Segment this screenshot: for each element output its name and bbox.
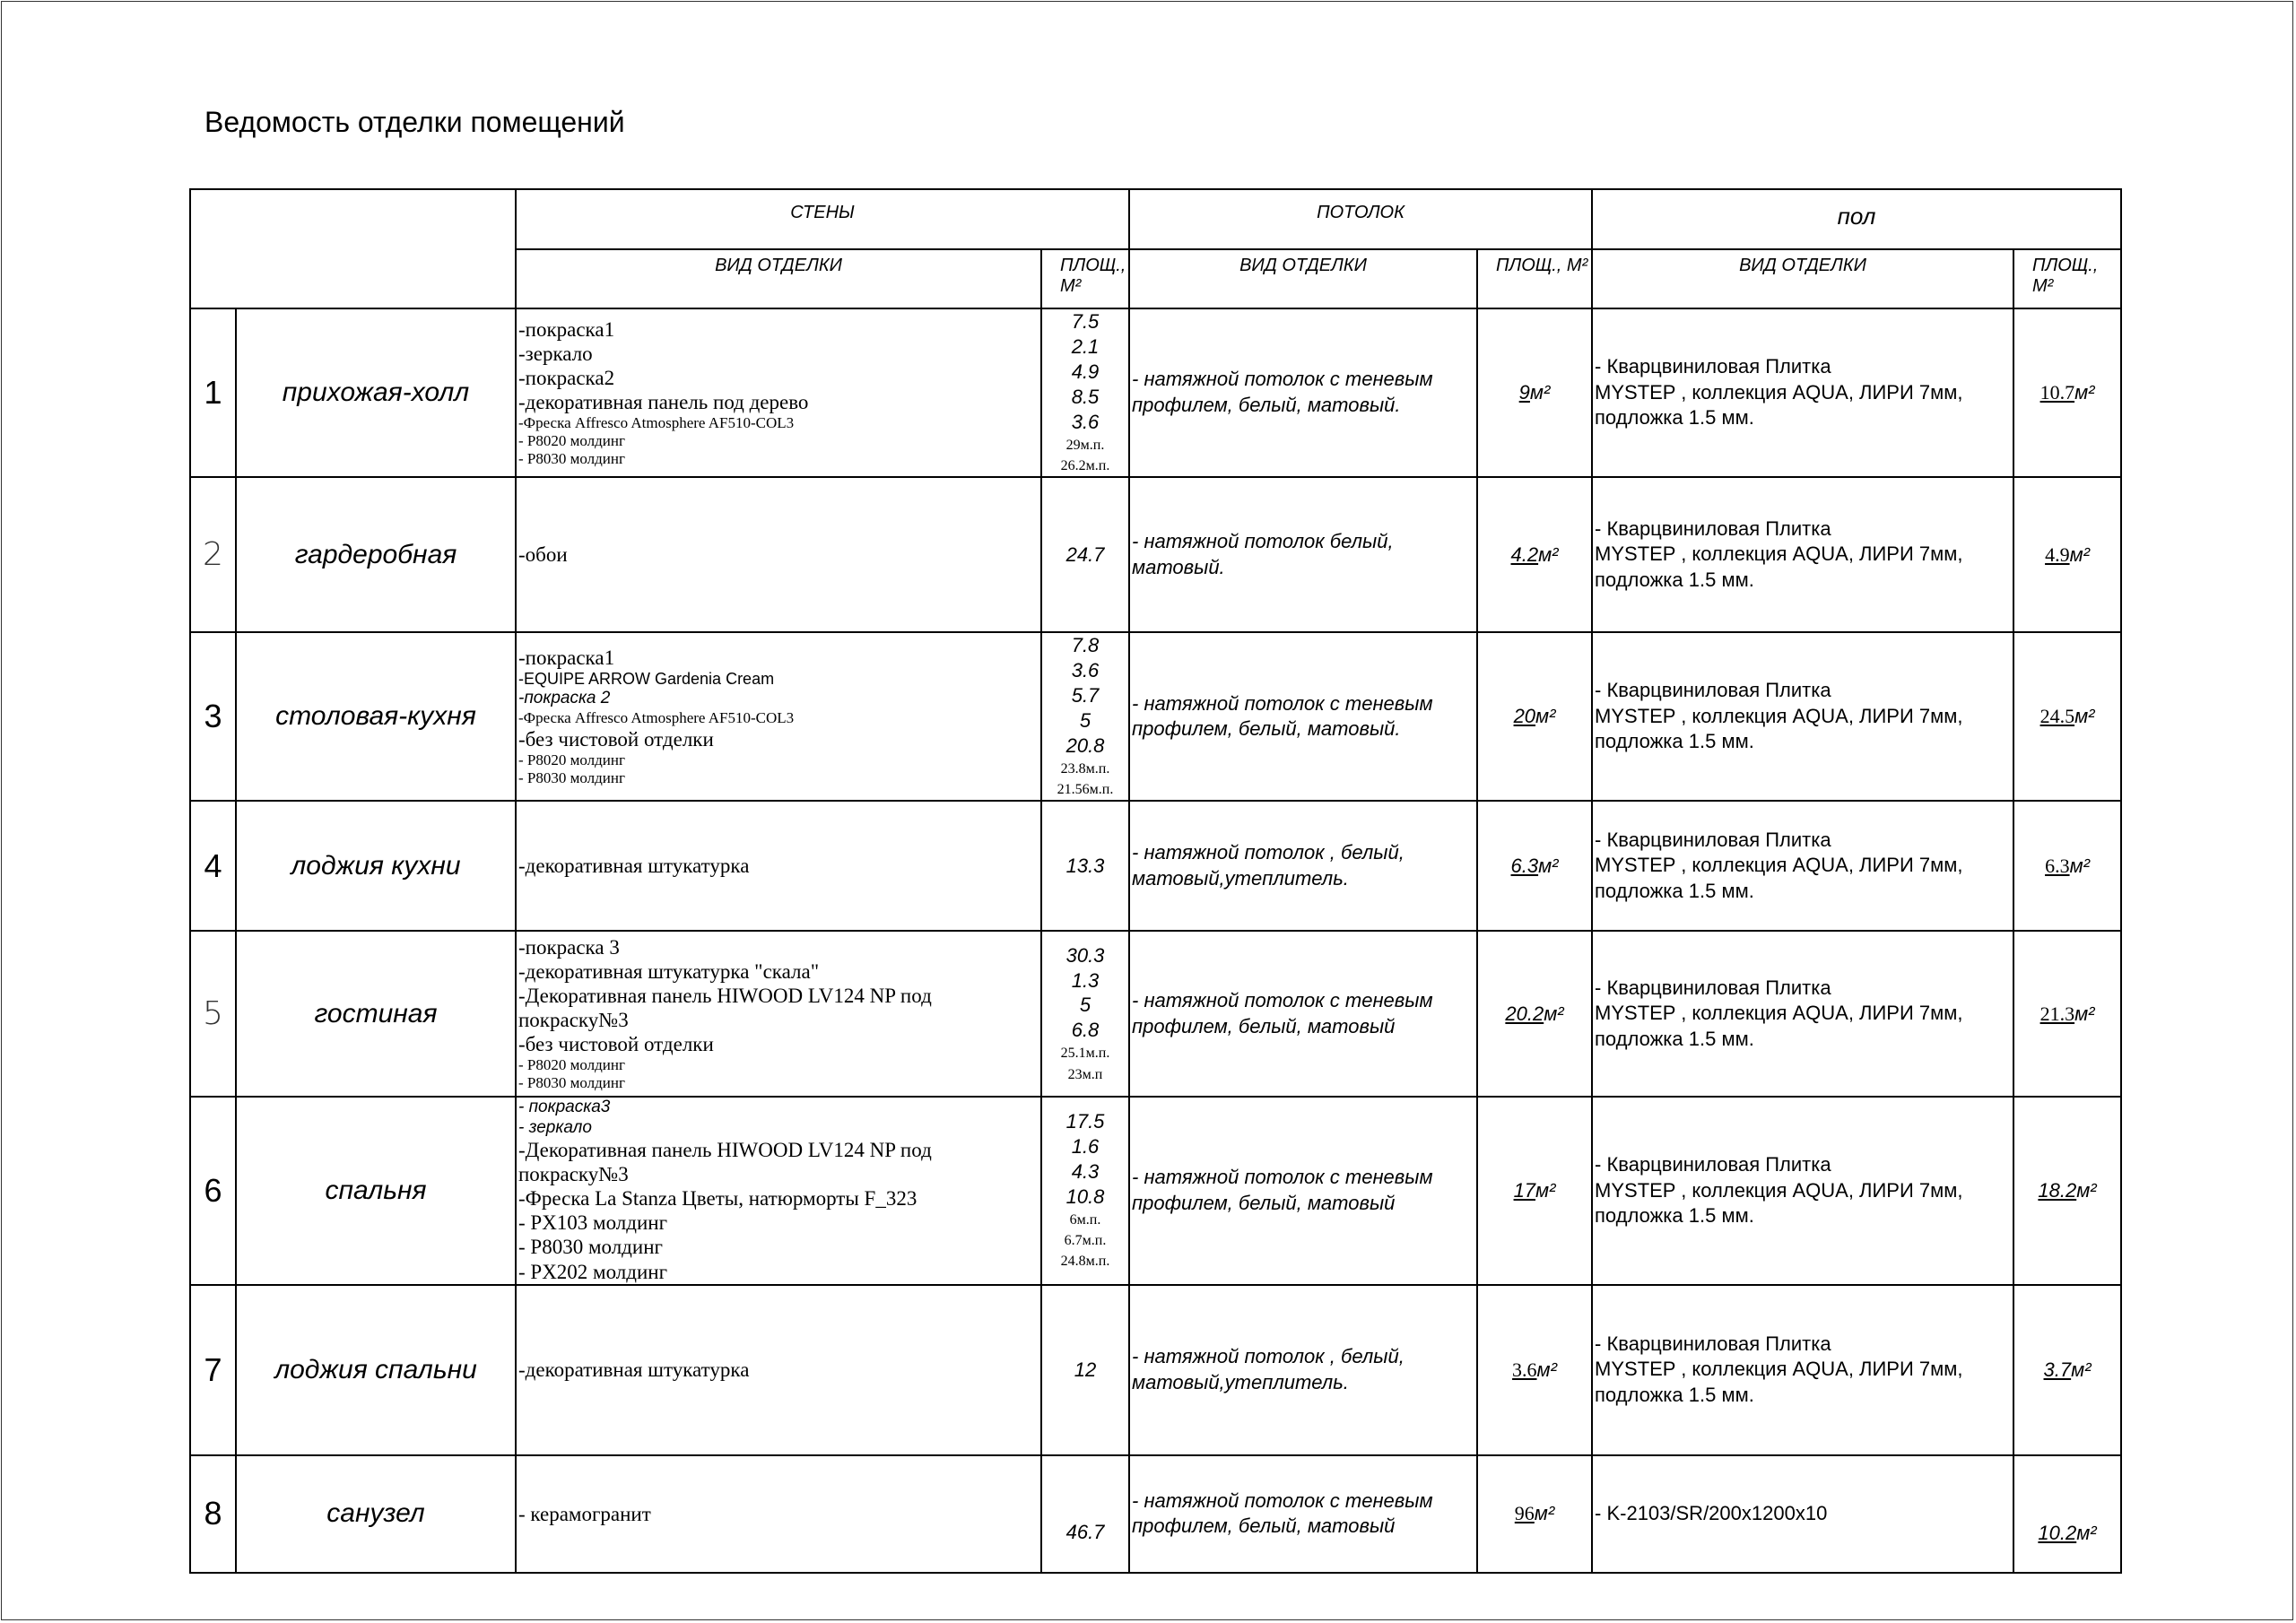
table-row: [190, 801, 2121, 931]
walls-item: - покраска3: [518, 1098, 611, 1117]
walls-area-cell: [1041, 477, 1129, 632]
row-number: 7: [190, 1285, 236, 1455]
ceiling-area-unit: м²: [1535, 705, 1556, 728]
ceiling-area: [1477, 931, 1592, 1097]
walls-item: -Фреска Affresco Atmosphere AF510-COL3: [518, 708, 795, 726]
walls-area-value: 10.8: [1065, 1185, 1105, 1209]
walls-area-cell: [1041, 1455, 1129, 1573]
walls-area-value: 7.8: [1071, 634, 1100, 657]
floor-area: [2013, 477, 2121, 632]
walls-area-value: 1.3: [1071, 968, 1100, 992]
floor-line: - Кварцвиниловая Плитка: [1595, 828, 1831, 851]
walls-finish-cell: [516, 1285, 1041, 1455]
walls-area-value: 23.8м.п.: [1060, 760, 1110, 777]
room-name: столовая-кухня: [236, 632, 516, 801]
ceiling-area-value: 6.3: [1510, 854, 1539, 877]
floor-area: [2013, 801, 2121, 931]
floor-area-unit: м²: [2076, 1178, 2097, 1202]
ceiling-finish: - натяжной потолок с теневым профилем, белый, матовый: [1129, 1455, 1477, 1573]
header-walls-area: ПЛОЩ., М²: [1041, 249, 1129, 308]
floor-area-value: 24.5: [2039, 705, 2075, 728]
walls-area-value: 7.5: [1071, 310, 1100, 333]
floor-finish-cell: [1592, 308, 2013, 477]
walls-area-cell: [1041, 632, 1129, 801]
table-row: [190, 1285, 2121, 1455]
walls-item: -покраска2: [518, 366, 615, 389]
walls-item: -Фреска Affresco Atmosphere AF510-COL3: [518, 414, 795, 432]
room-name: санузел: [236, 1455, 516, 1573]
ceiling-area-value: 4.2: [1510, 542, 1539, 566]
ceiling-area-unit: м²: [1538, 854, 1559, 877]
row-number: 5: [190, 931, 236, 1097]
ceiling-area-value: 3.6: [1512, 1358, 1537, 1381]
room-name: гостиная: [236, 931, 516, 1097]
ceiling-area: [1477, 1455, 1592, 1573]
walls-finish-cell: [516, 477, 1041, 632]
row-number: 4: [190, 801, 236, 931]
walls-area-value: 13.3: [1065, 854, 1105, 877]
ceiling-area-value: 96: [1514, 1502, 1535, 1525]
walls-area-value: 1.6: [1071, 1135, 1100, 1159]
walls-area-value: 25.1м.п.: [1060, 1046, 1110, 1062]
walls-area-value: 8.5: [1071, 385, 1100, 408]
floor-line: MYSTEP , коллекция AQUA, ЛИРИ 7мм,: [1595, 1178, 1963, 1202]
room-name: прихожая-холл: [236, 308, 516, 477]
room-name: лоджия кухни: [236, 801, 516, 931]
walls-area-cell: [1041, 1097, 1129, 1285]
walls-item: -Декоративная панель HIWOOD LV124 NP под покраску№3: [518, 985, 932, 1032]
ceiling-area: [1477, 632, 1592, 801]
floor-line: подложка 1.5 мм.: [1595, 730, 1754, 753]
floor-area: [2013, 632, 2121, 801]
floor-line: - Кварцвиниловая Плитка: [1595, 976, 1831, 999]
walls-area-value: 26.2м.п.: [1060, 457, 1110, 473]
floor-area-value: 6.3: [2045, 854, 2070, 877]
table-row: [190, 477, 2121, 632]
walls-item: - P8030 молдинг: [518, 1074, 625, 1092]
header-ceiling-finish: ВИД ОТДЕЛКИ: [1129, 249, 1477, 308]
walls-item: -покраска1: [518, 317, 615, 341]
floor-line: - Кварцвиниловая Плитка: [1595, 679, 1831, 702]
walls-item: - P8020 молдинг: [518, 432, 625, 450]
walls-item: -EQUIPE ARROW Gardenia Cream: [518, 670, 775, 689]
header-row-groups: [190, 189, 2121, 249]
walls-area-cell: [1041, 931, 1129, 1097]
room-name: лоджия спальни: [236, 1285, 516, 1455]
floor-finish-cell: [1592, 801, 2013, 931]
walls-item: - керамогранит: [518, 1502, 651, 1525]
walls-area-cell: [1041, 801, 1129, 931]
walls-area-value: 3.6: [1071, 410, 1100, 433]
walls-area-value: 12: [1074, 1358, 1097, 1381]
walls-item: -Фреска La Stanza Цветы, натюрморты F_323: [518, 1187, 918, 1211]
floor-line: MYSTEP , коллекция AQUA, ЛИРИ 7мм,: [1595, 854, 1963, 877]
walls-item: - P8030 молдинг: [518, 450, 625, 468]
walls-item: - P8030 молдинг: [518, 769, 625, 787]
walls-area-cell: [1041, 1285, 1129, 1455]
walls-area-value: 29м.п.: [1065, 437, 1105, 453]
walls-finish-cell: [516, 801, 1041, 931]
floor-line: подложка 1.5 мм.: [1595, 406, 1754, 430]
row-number: 2: [190, 477, 236, 632]
floor-area-value: 3.7: [2043, 1358, 2072, 1381]
floor-area-unit: м²: [2076, 1521, 2097, 1544]
walls-item: - PX202 молдинг: [518, 1260, 668, 1283]
table-row: [190, 632, 2121, 801]
floor-line: MYSTEP , коллекция AQUA, ЛИРИ 7мм,: [1595, 380, 1963, 404]
header-ceiling: ПОТОЛОК: [1129, 189, 1592, 249]
walls-finish-cell: [516, 1097, 1041, 1285]
walls-area-value: 5: [1079, 994, 1091, 1017]
walls-item: -декоративная панель под дерево: [518, 391, 809, 414]
walls-finish-cell: [516, 1455, 1041, 1573]
walls-area-value: 23м.п: [1067, 1066, 1103, 1082]
header-walls-finish: ВИД ОТДЕЛКИ: [516, 249, 1041, 308]
floor-finish-cell: [1592, 632, 2013, 801]
ceiling-area-value: 17: [1513, 1178, 1536, 1202]
ceiling-area-unit: м²: [1535, 1178, 1556, 1202]
finish-schedule-table: [189, 188, 2122, 1574]
walls-item: -без чистовой отделки: [518, 1033, 714, 1056]
floor-area: [2013, 308, 2121, 477]
floor-finish-cell: [1592, 1455, 2013, 1573]
ceiling-finish: - натяжной потолок с теневым профилем, белый, матовый.: [1129, 308, 1477, 477]
ceiling-area: [1477, 1285, 1592, 1455]
room-name: гардеробная: [236, 477, 516, 632]
walls-area-value: 6м.п.: [1069, 1212, 1101, 1228]
walls-item: -без чистовой отделки: [518, 727, 714, 751]
walls-item: -зеркало: [518, 342, 593, 365]
table-row: [190, 308, 2121, 477]
floor-line: - K-2103/SR/200x1200x10: [1595, 1501, 1828, 1524]
walls-item: - PX103 молдинг: [518, 1211, 668, 1235]
walls-area-value: 17.5: [1065, 1110, 1105, 1133]
ceiling-area: [1477, 801, 1592, 931]
table-row: [190, 1455, 2121, 1573]
ceiling-area: [1477, 477, 1592, 632]
walls-finish-cell: [516, 632, 1041, 801]
walls-item: -покраска 2: [518, 689, 611, 708]
walls-item: -покраска1: [518, 647, 615, 670]
floor-area-unit: м²: [2069, 542, 2090, 566]
walls-item: -Декоративная панель HIWOOD LV124 NP под покраску№3: [518, 1138, 932, 1186]
walls-area-value: 2.1: [1071, 334, 1100, 358]
room-name: спальня: [236, 1097, 516, 1285]
walls-item: -покраска 3: [518, 935, 620, 959]
floor-finish-cell: [1592, 1285, 2013, 1455]
ceiling-area-unit: м²: [1538, 542, 1559, 566]
floor-area: [2013, 1097, 2121, 1285]
walls-item: - P8020 молдинг: [518, 751, 625, 769]
ceiling-area: [1477, 308, 1592, 477]
ceiling-area-value: 20.2: [1505, 1002, 1544, 1025]
floor-line: MYSTEP , коллекция AQUA, ЛИРИ 7мм,: [1595, 1002, 1963, 1025]
floor-line: MYSTEP , коллекция AQUA, ЛИРИ 7мм,: [1595, 704, 1963, 727]
floor-area-unit: м²: [2069, 854, 2090, 877]
table-row: [190, 1097, 2121, 1285]
table-row: [190, 931, 2121, 1097]
walls-item: -декоративная штукатурка "скала": [518, 959, 820, 983]
walls-item: - зеркало: [518, 1117, 592, 1137]
walls-finish-cell: [516, 308, 1041, 477]
ceiling-finish: - натяжной потолок с теневым профилем, белый, матовый: [1129, 1097, 1477, 1285]
walls-area-value: 5: [1079, 708, 1091, 732]
walls-area-value: 30.3: [1065, 943, 1105, 967]
ceiling-area-unit: м²: [1544, 1002, 1564, 1025]
walls-area-value: 24.7: [1065, 542, 1105, 566]
floor-line: - Кварцвиниловая Плитка: [1595, 1153, 1831, 1176]
header-corner: [190, 189, 516, 308]
floor-line: подложка 1.5 мм.: [1595, 879, 1754, 902]
floor-line: MYSTEP , коллекция AQUA, ЛИРИ 7мм,: [1595, 1358, 1963, 1381]
ceiling-finish: - натяжной потолок с теневым профилем, белый, матовый: [1129, 931, 1477, 1097]
floor-area-unit: м²: [2074, 381, 2095, 404]
ceiling-area: [1477, 1097, 1592, 1285]
floor-finish-cell: [1592, 931, 2013, 1097]
floor-line: - Кварцвиниловая Плитка: [1595, 355, 1831, 378]
walls-finish-cell: [516, 931, 1041, 1097]
row-number: 1: [190, 308, 236, 477]
walls-area-value: 46.7: [1065, 1520, 1105, 1543]
floor-area-value: 21.3: [2039, 1002, 2075, 1025]
floor-area-unit: м²: [2071, 1358, 2092, 1381]
header-walls: СТЕНЫ: [516, 189, 1129, 249]
floor-area-unit: м²: [2074, 1002, 2095, 1025]
walls-area-value: 6.7м.п.: [1064, 1233, 1107, 1249]
ceiling-area-unit: м²: [1536, 1358, 1557, 1381]
floor-line: - Кварцвиниловая Плитка: [1595, 516, 1831, 540]
walls-area-value: 5.7: [1071, 683, 1100, 707]
floor-area-value: 18.2: [2038, 1178, 2077, 1202]
ceiling-area-value: 9: [1518, 381, 1530, 404]
floor-area: [2013, 1455, 2121, 1573]
floor-area-value: 4.9: [2045, 542, 2070, 566]
walls-area-value: 6.8: [1071, 1019, 1100, 1042]
ceiling-area-unit: м²: [1529, 381, 1551, 404]
document-title: Ведомость отделки помещений: [204, 106, 625, 138]
floor-area-value: 10.2: [2038, 1521, 2077, 1544]
ceiling-finish: - натяжной потолок , белый, матовый,утеплитель.: [1129, 801, 1477, 931]
row-number: 8: [190, 1455, 236, 1573]
floor-line: подложка 1.5 мм.: [1595, 1204, 1754, 1228]
header-floor-area: ПЛОЩ., М²: [2013, 249, 2121, 308]
floor-finish-cell: [1592, 477, 2013, 632]
ceiling-area-value: 20: [1513, 705, 1536, 728]
walls-area-value: 24.8м.п.: [1060, 1254, 1110, 1270]
floor-line: - Кварцвиниловая Плитка: [1595, 1332, 1831, 1355]
ceiling-finish: - натяжной потолок белый, матовый.: [1129, 477, 1477, 632]
walls-area-cell: [1041, 308, 1129, 477]
walls-item: -декоративная штукатурка: [518, 1358, 750, 1382]
floor-line: MYSTEP , коллекция AQUA, ЛИРИ 7мм,: [1595, 542, 1963, 566]
ceiling-area-unit: м²: [1534, 1502, 1555, 1525]
row-number: 6: [190, 1097, 236, 1285]
floor-line: подложка 1.5 мм.: [1595, 1383, 1754, 1406]
floor-area-value: 10.7: [2039, 381, 2075, 404]
walls-area-value: 4.3: [1071, 1160, 1100, 1184]
floor-area: [2013, 931, 2121, 1097]
floor-finish-cell: [1592, 1097, 2013, 1285]
header-ceiling-area: ПЛОЩ., М²: [1477, 249, 1592, 308]
walls-item: - P8030 молдинг: [518, 1236, 663, 1259]
walls-area-value: 21.56м.п.: [1057, 781, 1114, 797]
walls-item: -обои: [518, 543, 568, 566]
walls-item: -декоративная штукатурка: [518, 855, 750, 878]
floor-line: подложка 1.5 мм.: [1595, 1027, 1754, 1050]
ceiling-finish: - натяжной потолок , белый, матовый,утеплитель.: [1129, 1285, 1477, 1455]
walls-area-value: 20.8: [1065, 733, 1105, 757]
walls-item: - P8020 молдинг: [518, 1056, 625, 1074]
ceiling-finish: - натяжной потолок с теневым профилем, белый, матовый.: [1129, 632, 1477, 801]
row-number: 3: [190, 632, 236, 801]
floor-area-unit: м²: [2074, 705, 2095, 728]
walls-area-value: 4.9: [1071, 360, 1100, 383]
header-floor: пол: [1592, 189, 2121, 249]
floor-line: подложка 1.5 мм.: [1595, 568, 1754, 591]
header-floor-finish: ВИД ОТДЕЛКИ: [1592, 249, 2013, 308]
floor-area: [2013, 1285, 2121, 1455]
walls-area-value: 3.6: [1071, 659, 1100, 681]
